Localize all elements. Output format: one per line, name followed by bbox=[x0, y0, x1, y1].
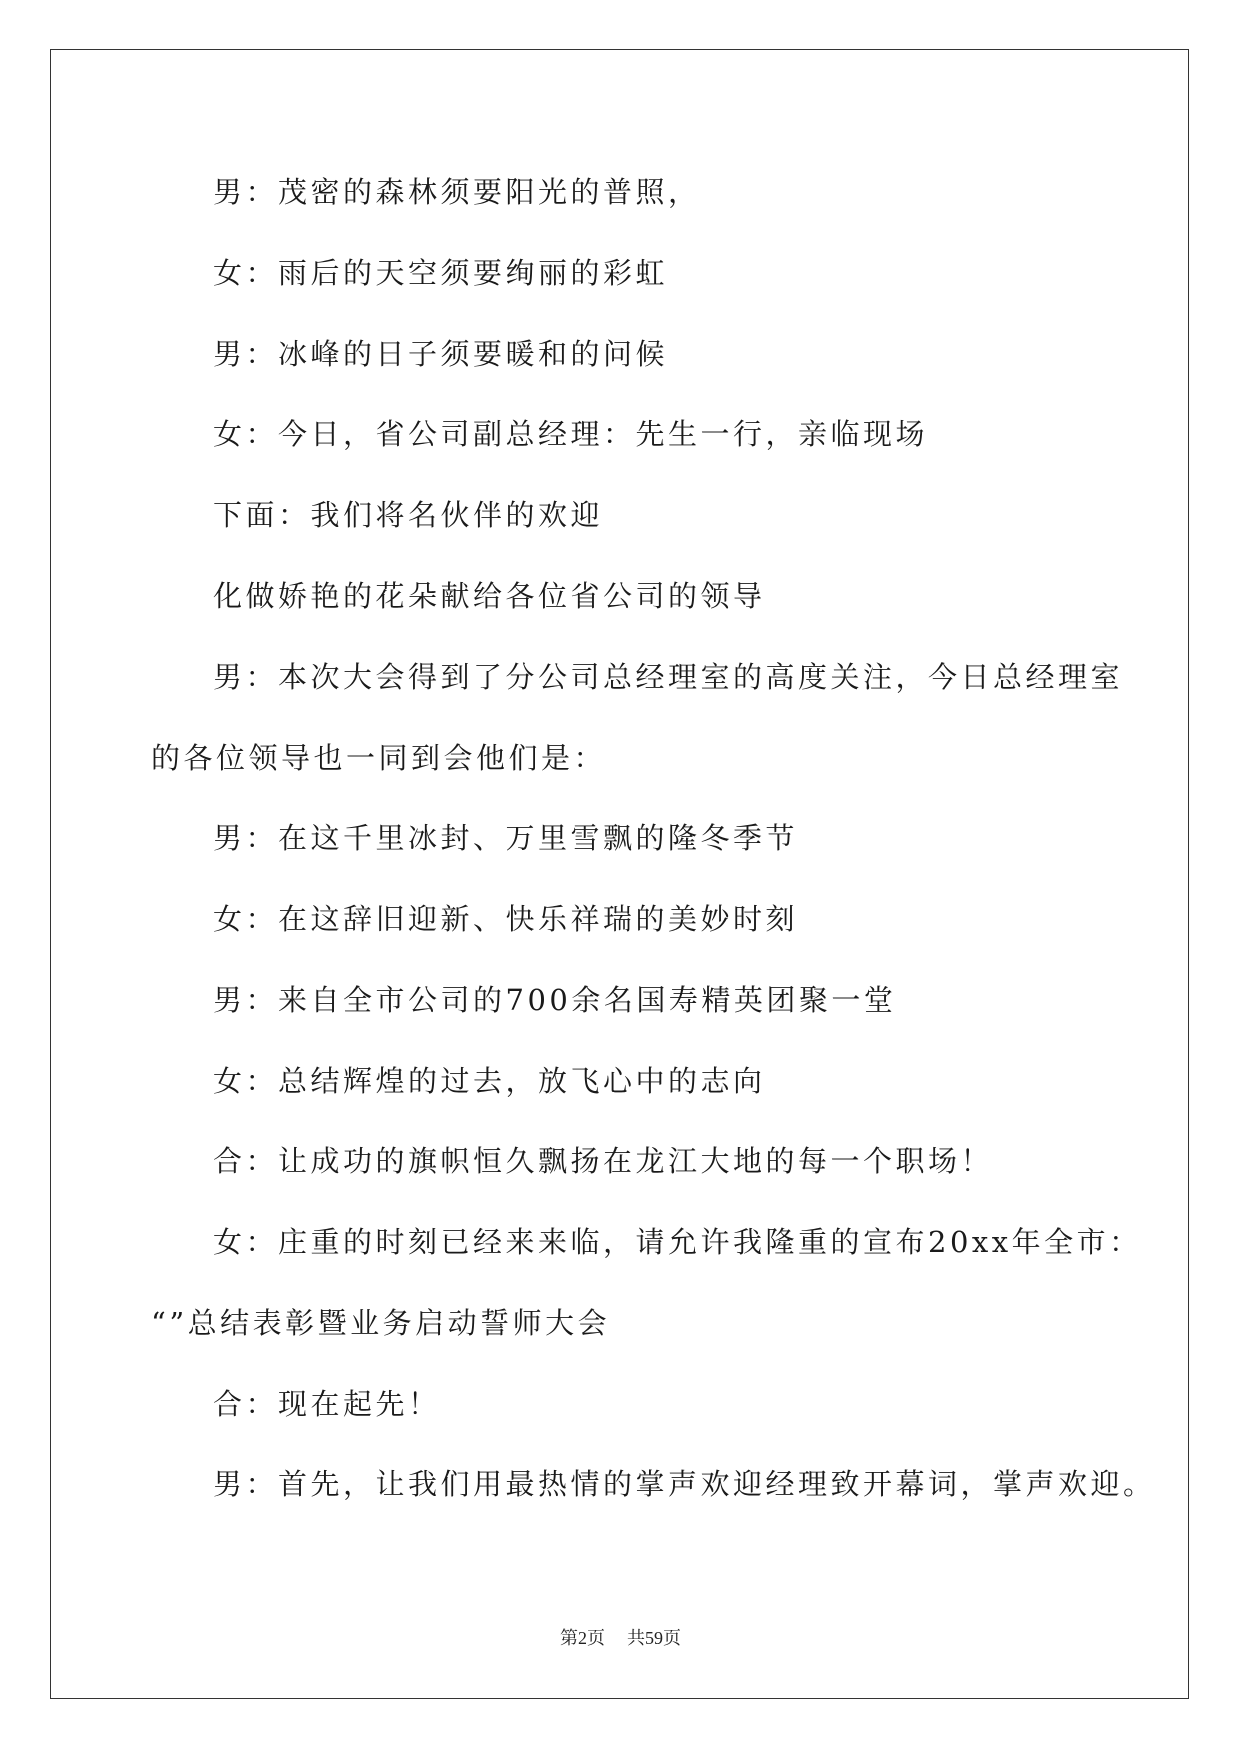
page-footer bbox=[0, 1624, 1241, 1650]
paragraph-line: 合：让成功的旗帜恒久飘扬在龙江大地的每一个职场！ bbox=[213, 1144, 994, 1178]
paragraph-line: 的各位领导也一同到会他们是： bbox=[151, 741, 607, 775]
paragraph-line: 男：冰峰的日子须要暖和的问候 bbox=[213, 337, 669, 371]
paragraph-line: 化做娇艳的花朵献给各位省公司的领导 bbox=[213, 579, 766, 613]
page-frame bbox=[50, 49, 1189, 1699]
page-number: 第2页 bbox=[560, 1628, 605, 1648]
paragraph-line: 男：来自全市公司的700余名国寿精英团聚一堂 bbox=[213, 983, 897, 1017]
paragraph-line: 女：总结辉煌的过去，放飞心中的志向 bbox=[213, 1064, 766, 1098]
paragraph-line: 合：现在起先！ bbox=[213, 1387, 441, 1421]
paragraph-line: 女：在这辞旧迎新、快乐祥瑞的美妙时刻 bbox=[213, 902, 799, 936]
paragraph-line: 女：今日，省公司副总经理：先生一行，亲临现场 bbox=[213, 417, 929, 451]
paragraph-line: 男：在这千里冰封、万里雪飘的隆冬季节 bbox=[213, 821, 799, 855]
paragraph-line: 男：首先，让我们用最热情的掌声欢迎经理致开幕词，掌声欢迎。 bbox=[213, 1467, 1156, 1501]
paragraph-line: 男：本次大会得到了分公司总经理室的高度关注，今日总经理室 bbox=[213, 660, 1124, 694]
paragraph-line: 女：庄重的时刻已经来来临，请允许我隆重的宣布20xx年全市： bbox=[213, 1225, 1142, 1259]
paragraph-line: 男：茂密的森林须要阳光的普照， bbox=[213, 175, 701, 209]
page-total: 共59页 bbox=[627, 1628, 681, 1648]
paragraph-line: 下面：我们将名伙伴的欢迎 bbox=[213, 498, 604, 532]
paragraph-line: 女：雨后的天空须要绚丽的彩虹 bbox=[213, 256, 669, 290]
paragraph-line: “”总结表彰暨业务启动誓师大会 bbox=[151, 1306, 611, 1340]
